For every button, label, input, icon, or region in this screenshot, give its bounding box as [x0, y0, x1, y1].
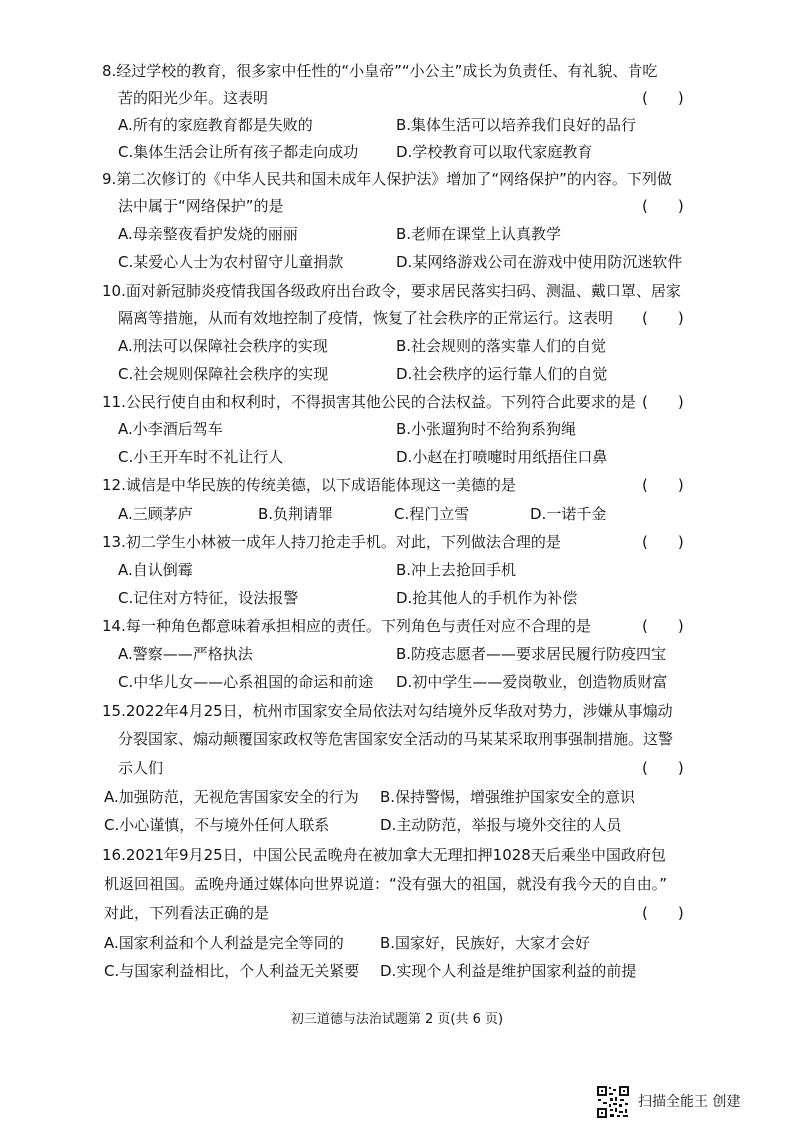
q8-option-b[interactable]: B.集体生活可以培养我们良好的品行	[396, 116, 637, 134]
q8-answer-blank[interactable]: ( )	[642, 89, 684, 107]
q15-option-d[interactable]: D.主动防范，举报与境外交往的人员	[380, 816, 622, 834]
q16-option-d[interactable]: D.实现个人利益是维护国家利益的前提	[380, 962, 637, 980]
q14-options-row2	[0, 669, 794, 695]
q14-answer-blank[interactable]: ( )	[642, 617, 684, 635]
q9-option-c[interactable]: C.某爱心人士为农村留守儿童捐款	[118, 253, 344, 271]
q8-stem-line1: 8.经过学校的教育，很多家中任性的“小皇帝”“小公主”成长为负责任、有礼貌、肯吃	[102, 62, 658, 80]
q15-stem-line2: 分裂国家、煽动颠覆国家政权等危害国家安全活动的马某某采取刑事强制措施。这警	[118, 730, 674, 748]
q9-options-row2	[0, 249, 794, 275]
q11-options-row1	[0, 416, 794, 442]
q14-option-b[interactable]: B.防疫志愿者——要求居民履行防疫四宝	[396, 645, 667, 663]
q16-stem-line2: 机返回祖国。孟晚舟通过媒体向世界说道：“没有强大的祖国，就没有我今天的自由。”	[104, 875, 668, 893]
q16-stem-line3: 对此，下列看法正确的是 ( )	[0, 900, 794, 926]
q14-option-d[interactable]: D.初中学生——爱岗敬业，创造物质财富	[396, 673, 668, 691]
q11-stem-line1: 11.公民行使自由和权利时，不得损害其他公民的合法权益。下列符合此要求的是 ( )	[0, 389, 794, 415]
q16-answer-blank[interactable]: ( )	[642, 904, 684, 922]
q16-option-b[interactable]: B.国家好，民族好，大家才会好	[380, 934, 591, 952]
q16-option-a[interactable]: A.国家利益和个人利益是完全等同的	[104, 934, 344, 952]
q12-option-d[interactable]: D.一诺千金	[530, 505, 607, 523]
q13-option-c[interactable]: C.记住对方特征，设法报警	[118, 589, 299, 607]
q15-stem-line1: 15.2022年4月25日，杭州市国家安全局依法对勾结境外反华敌对势力，涉嫌从事煽动	[102, 702, 673, 720]
q14-options-row1	[0, 641, 794, 667]
q11-option-a[interactable]: A.小李酒后驾车	[118, 420, 223, 438]
q8-option-c[interactable]: C.集体生活会让所有孩子都走向成功	[118, 143, 359, 161]
q10-option-c[interactable]: C.社会规则保障社会秩序的实现	[118, 365, 329, 383]
q15-options-row1	[0, 784, 794, 810]
q10-options-row2	[0, 361, 794, 387]
q13-stem-line1: 13.初二学生小林被一成年人持刀抢走手机。对此，下列做法合理的是 ( )	[0, 529, 794, 555]
q15-option-b[interactable]: B.保持警惕，增强维护国家安全的意识	[380, 788, 636, 806]
watermark-text: 扫描全能王 创建	[638, 1094, 741, 1110]
q13-answer-blank[interactable]: ( )	[642, 533, 684, 551]
q14-option-c[interactable]: C.中华儿女——心系祖国的命运和前途	[118, 673, 374, 691]
q13-option-a[interactable]: A.自认倒霉	[118, 561, 193, 579]
q9-answer-blank[interactable]: ( )	[642, 197, 684, 215]
q15-option-a[interactable]: A.加强防范，无视危害国家安全的行为	[104, 788, 359, 806]
q10-stem-line1: 10.面对新冠肺炎疫情我国各级政府出台政令，要求居民落实扫码、测温、戴口罩、居家	[102, 282, 681, 300]
q14-option-a[interactable]: A.警察——严格执法	[118, 645, 253, 663]
q14-stem-line1: 14.每一种角色都意味着承担相应的责任。下列角色与责任对应不合理的是 ( )	[0, 613, 794, 639]
q13-option-b[interactable]: B.冲上去抢回手机	[396, 561, 517, 579]
q16-options-row2	[0, 958, 794, 984]
q8-options-row1	[0, 112, 794, 138]
q11-option-b[interactable]: B.小张遛狗时不给狗系狗绳	[396, 420, 577, 438]
q9-option-d[interactable]: D.某网络游戏公司在游戏中使用防沉迷软件	[396, 253, 683, 271]
q10-answer-blank[interactable]: ( )	[642, 309, 684, 327]
q10-option-d[interactable]: D.社会秩序的运行靠人们的自觉	[396, 365, 608, 383]
q8-option-d[interactable]: D.学校教育可以取代家庭教育	[396, 143, 593, 161]
q10-options-row1	[0, 333, 794, 359]
qr-code-icon	[596, 1085, 630, 1119]
q8-options-row2	[0, 139, 794, 165]
q15-stem-line3: 示人们 ( )	[0, 755, 794, 781]
q10-option-b[interactable]: B.社会规则的落实靠人们的自觉	[396, 337, 607, 355]
q16-option-c[interactable]: C.与国家利益相比，个人利益无关紧要	[104, 962, 360, 980]
q8-option-a[interactable]: A.所有的家庭教育都是失败的	[118, 116, 313, 134]
q9-stem-line2: 法中属于“网络保护”的是 ( )	[0, 193, 794, 219]
q10-stem-line2: 隔离等措施，从而有效地控制了疫情，恢复了社会秩序的正常运行。这表明 ( )	[0, 305, 794, 331]
q12-stem-line1: 12.诚信是中华民族的传统美德，以下成语能体现这一美德的是 ( )	[0, 472, 794, 498]
q12-answer-blank[interactable]: ( )	[642, 476, 684, 494]
q12-option-b[interactable]: B.负荆请罪	[258, 505, 334, 523]
q11-option-c[interactable]: C.小王开车时不礼让行人	[118, 448, 284, 466]
q11-option-d[interactable]: D.小赵在打喷嚏时用纸捂住口鼻	[396, 448, 608, 466]
q13-options-row1	[0, 557, 794, 583]
q16-options-row1	[0, 930, 794, 956]
q12-option-c[interactable]: C.程门立雪	[394, 505, 470, 523]
scanner-watermark	[596, 1085, 786, 1121]
q15-options-row2	[0, 812, 794, 838]
q11-answer-blank[interactable]: ( )	[642, 393, 684, 411]
q13-option-d[interactable]: D.抢其他人的手机作为补偿	[396, 589, 578, 607]
q13-options-row2	[0, 585, 794, 611]
q11-options-row2	[0, 444, 794, 470]
q8-stem-line2: 苦的阳光少年。这表明 ( )	[0, 85, 794, 111]
q15-option-c[interactable]: C.小心谨慎，不与境外任何人联系	[104, 816, 330, 834]
q12-options-row1	[0, 501, 794, 527]
q15-answer-blank[interactable]: ( )	[642, 759, 684, 777]
q9-options-row1	[0, 221, 794, 247]
q10-option-a[interactable]: A.刑法可以保障社会秩序的实现	[118, 337, 328, 355]
q9-option-b[interactable]: B.老师在课堂上认真教学	[396, 225, 562, 243]
q12-option-a[interactable]: A.三顾茅庐	[118, 505, 193, 523]
q16-stem-line1: 16.2021年9月25日，中国公民孟晚舟在被加拿大无理扣押1028天后乘坐中国政府包	[102, 846, 666, 864]
q9-stem-line1: 9.第二次修订的《中华人民共和国未成年人保护法》增加了“网络保护”的内容。下列做	[102, 170, 672, 188]
q9-option-a[interactable]: A.母亲整夜看护发烧的丽丽	[118, 225, 298, 243]
page-footer: 初三道德与法治试题第 2 页(共 6 页)	[290, 1012, 504, 1027]
